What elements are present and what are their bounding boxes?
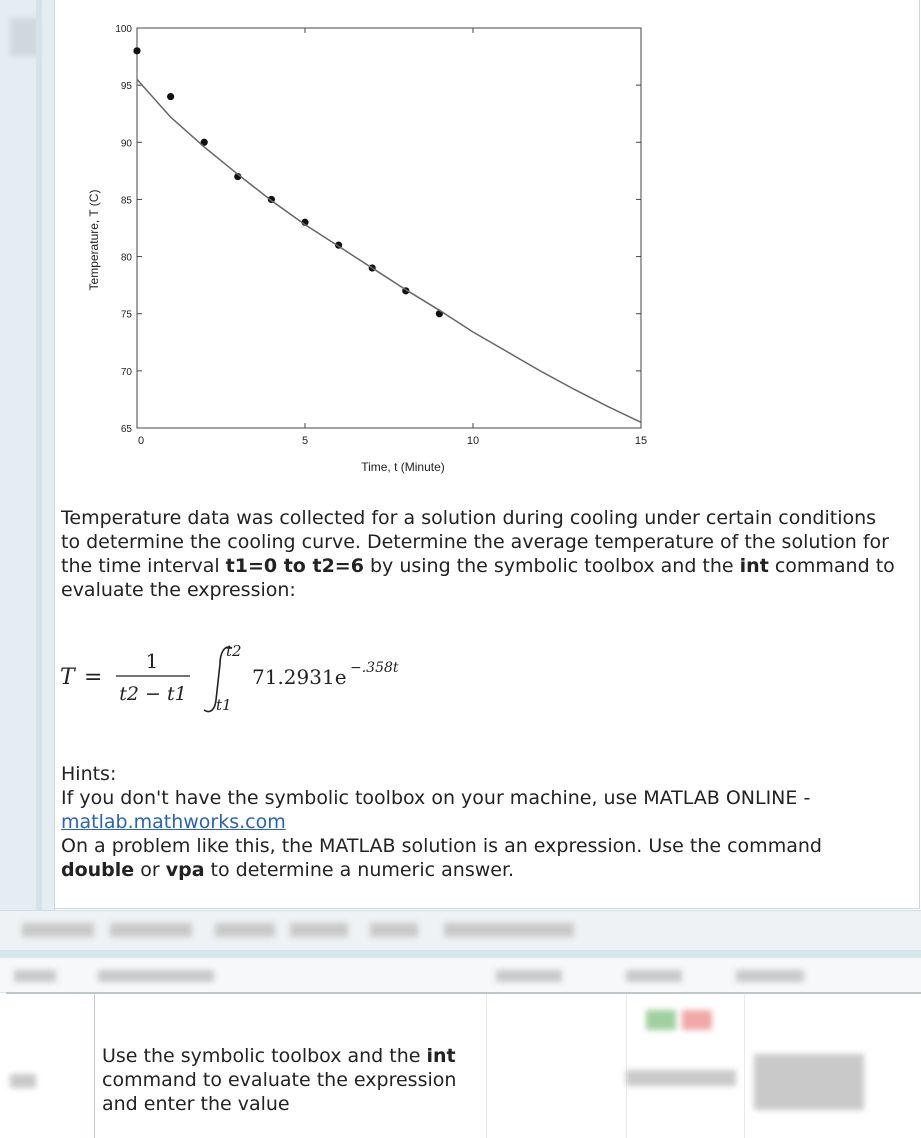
y-tick-label: 70 [120,366,132,378]
y-tick-label: 95 [120,81,132,93]
formula-equals: = [84,665,103,690]
y-tick-label: 85 [120,195,132,207]
formula-exponent: −.358t [350,660,399,676]
question-text: Use the symbolic toolbox and the int command to evaluate the expression and enter the value [102,1045,457,1115]
blurred-table-header [0,958,921,993]
hints-line2: On a problem like this, the MATLAB solution is an expression. Use the command double or vpa to determine a numeric answer. [61,835,822,881]
problem-interval: t1=0 to t2=6 [225,555,364,577]
blurred-status-icon [682,1010,712,1030]
hints-section [61,762,901,882]
chart-xlabel: Time, t (Minute) [361,460,445,474]
average-temperature-formula [60,640,480,720]
blurred-status-icon [646,1010,676,1030]
x-tick-label: 10 [466,435,480,447]
table-col-divider [626,994,627,1138]
plot-frame [137,28,641,428]
left-rail [0,0,55,910]
integral-lower-limit: t1 [216,696,232,714]
y-tick-label: 100 [115,24,132,35]
blurred-feedback [754,1054,864,1110]
question-cmd: int [426,1045,456,1067]
data-point [133,47,140,54]
blurred-answer-field[interactable] [626,1070,736,1086]
x-tick-label: 5 [301,435,309,447]
y-tick-label: 80 [120,252,132,264]
problem-end: command to evaluate the expression: [61,555,895,601]
formula-numerator: 1 [145,649,159,673]
blurred-row-number [10,1074,36,1088]
problem-statement [61,506,901,602]
hint-cmd-vpa: vpa [165,859,205,881]
blurred-toolbar [0,910,921,951]
hints-heading: Hints: [61,763,117,785]
matlab-online-link[interactable]: matlab.mathworks.com [61,811,286,833]
problem-intro: Temperature data was collected for a solution during cooling under certain conditions to determine the cooling curve. Determine the average temperature of the solution for the time interval [61,507,889,577]
x-tick-label: 0 [137,435,145,447]
x-tick-label: 15 [634,435,648,447]
y-tick-label: 65 [120,424,132,435]
table-col-divider [94,994,95,1138]
problem-command: int [739,555,769,577]
blurred-separator [0,950,921,958]
problem-middle: by using the symbolic toolbox and the [363,555,740,577]
y-tick-label: 75 [120,309,132,321]
table-col-divider [744,994,745,1138]
data-point [167,93,174,100]
formula-lhs: T [60,665,75,690]
formula-denominator: t2 − t1 [119,683,187,705]
fit-curve [137,79,641,422]
formula-integrand: 71.2931e [252,665,347,689]
table-col-divider [486,994,487,1138]
chart-ylabel: Temperature, T (C) [87,189,101,291]
rail-divider [36,0,42,910]
integral-upper-limit: t2 [226,642,242,660]
y-tick-label: 90 [120,138,132,150]
cooling-chart [80,18,660,478]
hint-cmd-double: double [61,859,135,881]
hints-line1: If you don't have the symbolic toolbox on your machine, use MATLAB ONLINE - [61,787,811,809]
